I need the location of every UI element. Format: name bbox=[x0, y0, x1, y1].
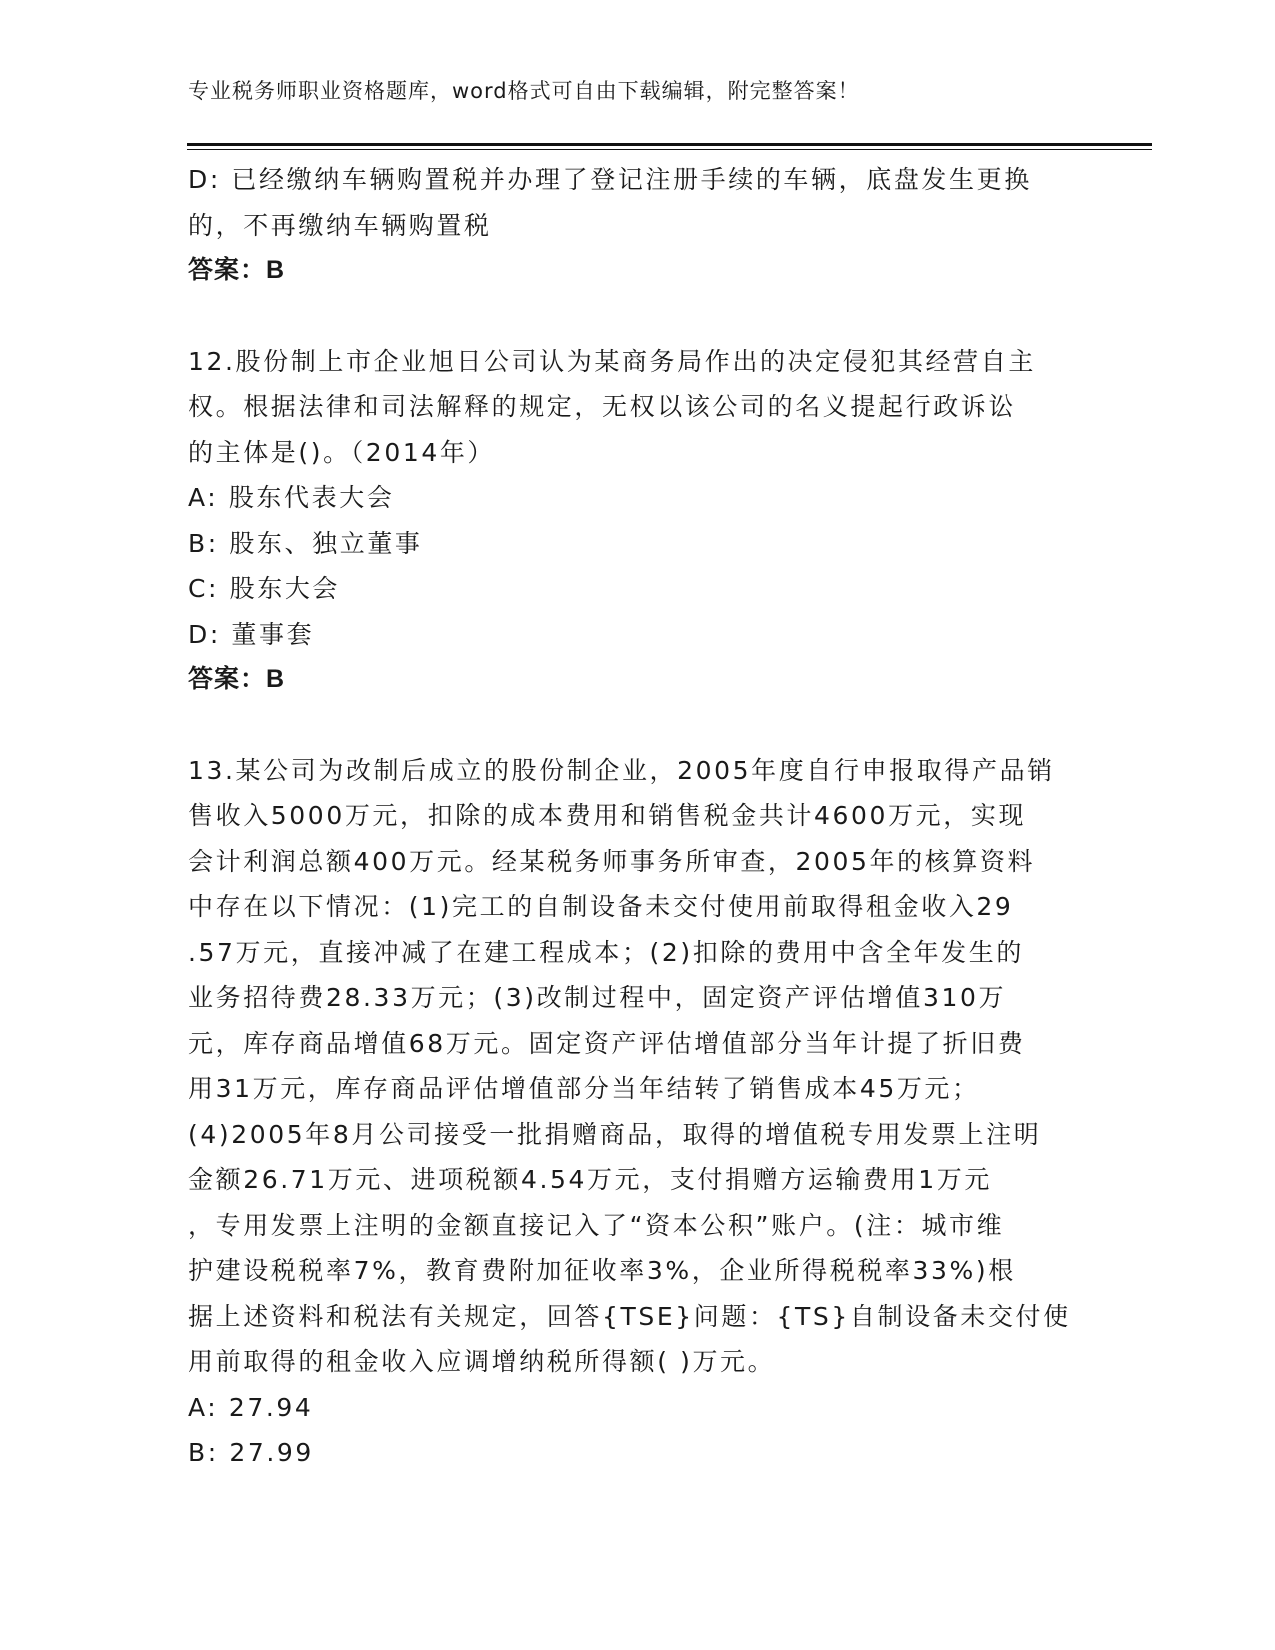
q13-stem-line: 据上述资料和税法有关规定，回答{TSE}问题：{TS}自制设备未交付使 bbox=[188, 1301, 1071, 1331]
q11-answer: 答案：B bbox=[188, 256, 286, 284]
q12-stem-line: 的主体是()。（2014年） bbox=[188, 437, 496, 467]
q13-option-a: A: 27.94 bbox=[188, 1392, 314, 1422]
question-spacer bbox=[188, 703, 1088, 748]
q12-stem-line: 12.股份制上市企业旭日公司认为某商务局作出的决定侵犯其经营自主 bbox=[188, 346, 1036, 376]
q13-stem-line: ，专用发票上注明的金额直接记入了“资本公积”账户。(注：城市维 bbox=[188, 1210, 1005, 1240]
q13-stem-line: 金额26.71万元、进项税额4.54万元，支付捐赠方运输费用1万元 bbox=[188, 1165, 992, 1194]
question-spacer bbox=[188, 294, 1088, 339]
q13-stem-line: 售收入5000万元，扣除的成本费用和销售税金共计4600万元，实现 bbox=[188, 801, 1027, 830]
q12-option-c: C: 股东大会 bbox=[188, 574, 341, 603]
q13-stem-line: .57万元，直接冲减了在建工程成本；(2)扣除的费用中含全年发生的 bbox=[188, 937, 1024, 967]
header-rule-thin bbox=[187, 149, 1152, 150]
q12-option-a: A: 股东代表大会 bbox=[188, 483, 395, 512]
q13-option-b: B: 27.99 bbox=[188, 1438, 314, 1467]
q11-option-d-line1: D: 已经缴纳车辆购置税并办理了登记注册手续的车辆，底盘发生更换 bbox=[188, 165, 1032, 194]
q13-stem-line: 元，库存商品增值68万元。固定资产评估增值部分当年计提了折旧费 bbox=[188, 1028, 1026, 1058]
q13-stem-line: 用前取得的租金收入应调增纳税所得额( )万元。 bbox=[188, 1347, 776, 1376]
q13-stem-line: 会计利润总额400万元。经某税务师事务所审查，2005年的核算资料 bbox=[188, 846, 1036, 876]
q11-option-d-line2: 的，不再缴纳车辆购置税 bbox=[188, 210, 492, 240]
page-header: 专业税务师职业资格题库，word格式可自由下载编辑，附完整答案！ bbox=[188, 79, 860, 103]
q13-stem-line: 护建设税税率7%，教育费附加征收率3%，企业所得税税率33%)根 bbox=[188, 1256, 1016, 1285]
q12-stem-line: 权。根据法律和司法解释的规定，无权以该公司的名义提起行政诉讼 bbox=[188, 392, 1017, 421]
q12-option-d: D: 董事套 bbox=[188, 619, 315, 649]
document-body bbox=[188, 157, 1088, 1476]
q13-stem-line: 用31万元，库存商品评估增值部分当年结转了销售成本45万元； bbox=[188, 1074, 980, 1103]
header-rule-thick bbox=[187, 143, 1152, 146]
q13-stem-line: 业务招待费28.33万元；(3)改制过程中，固定资产评估增值310万 bbox=[188, 983, 1007, 1012]
q12-answer: 答案：B bbox=[188, 665, 286, 693]
q13-stem-line: (4)2005年8月公司接受一批捐赠商品，取得的增值税专用发票上注明 bbox=[188, 1119, 1042, 1149]
q13-stem-line: 中存在以下情况：(1)完工的自制设备未交付使用前取得租金收入29 bbox=[188, 892, 1014, 921]
q12-option-b: B: 股东、独立董事 bbox=[188, 528, 423, 558]
q13-stem-line: 13.某公司为改制后成立的股份制企业，2005年度自行申报取得产品销 bbox=[188, 755, 1055, 785]
